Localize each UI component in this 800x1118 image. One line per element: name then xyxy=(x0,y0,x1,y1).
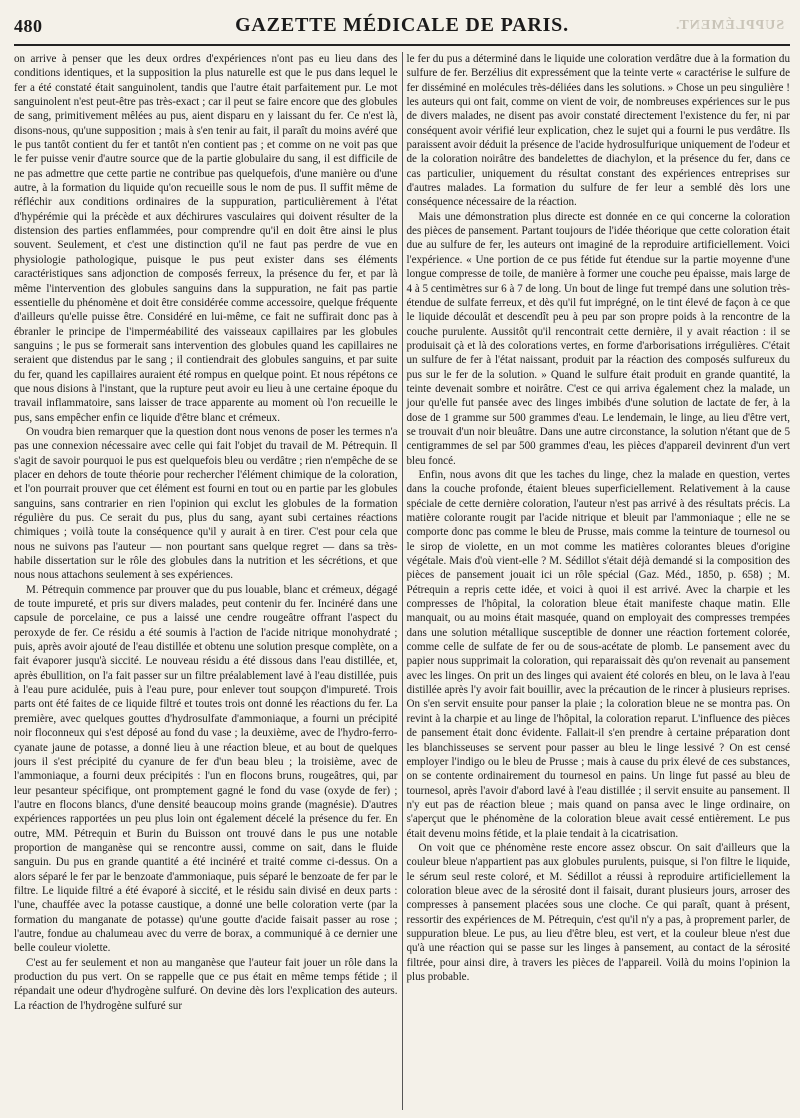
header-rule xyxy=(14,44,790,46)
left-paragraph: on arrive à penser que les deux ordres d'expériences n'ont pas eu lieu dans des conditions identiques, et la supposition la plus naturelle est que le pus dans lequel le fer a été constaté était sanguinolent, tandis que l'autre était parfaitement pur. Le mot sanguinolent n'est peut-être pas très-exact ; car il peut se faire encore que des globules de sang, primitivement mêlées au pus, aient disparu en y laissant du fer. Ce n'est là, disons-nous, qu'une supposition ; mais à s'en tenir au fait, il paraît du moins avéré que le pus tantôt contient du fer et tantôt n'en contient pas ; et comme on ne voit pas que le fer puisse venir d'autre source que de la partie globulaire du sang, il est difficile de ne pas admettre que cette partie ne contribue pas quelquefois, d'une manière ou d'une autre, à la formation du liquide qu'on recueille sous le nom de pus. Il suffit même de réfléchir aux conditions ordinaires de la suppuration, particulièrement à l'état d'hypérémie qui la précède et aux déchirures vasculaires qui doivent résulter de la distension des parties enflammées, pour comprendre qu'il en doit être ainsi le plus souvent. Seulement, et c'est une distinction qu'il ne faut pas perdre de vue en physiologie pathologique, puisque le pus peut exister dans ses éléments caractéristiques sans adjonction de composés ferreux, la présence du fer, et par là même l'intervention des globules sanguins dans la suppuration, ne fait pas partie essentielle du phénomène et doit être considérée comme accessoire, quelque fréquente d'ailleurs qu'elle puisse être. Considéré en lui-même, ce fait ne suffirait donc pas à ébranler le principe de l'imperméabilité des vaisseaux capillaires par les globules sanguins ; le pus se formerait sans intervention des globules quand les capillaires ne seraient que distendus par le sang ; il contiendrait des globules sanguins, et par suite du fer, quand les capillaires auraient été rompus en quelque point. Et nous répétons ce que nous disions à l'instant, que la rupture peut avoir eu lieu à une certaine époque du travail inflammatoire, sans laisser de trace apparente au moment où l'on recueille le pus, sans empêcher enfin ce liquide d'être blanc et crémeux. xyxy=(14,53,398,424)
right-paragraph: Mais une démonstration plus directe est donnée en ce qui concerne la coloration des pièces de pansement. Partant toujours de l'idée théorique que cette coloration était due au sulfure de fer, les auteurs ont imaginé de la reproduire artificiellement. Voici l'expérience. « Une portion de ce pus fétide fut étendue sur la partie moyenne d'une longue compresse de toile, de manière à former une couche peu épaisse, mais large de 4 à 5 centimètres sur 6 à 7 de long. Un bout de linge fut trempé dans une solution très-étendue de sulfate ferreux, et dès qu'il fut imprégné, on le tint élevé de façon à ce que le liquide découlât et descendît peu à peu par son propre poids à la rencontre de la couche purulente. Aussitôt qu'il rencontrait cette dernière, il y avait réaction : il se produisait çà et là des colorations vertes, en forme d'arborisations irrégulières. C'était un sulfure de fer à l'état naissant, produit par la réaction des composés sulfureux du pus sur le fer de la solution. » Quand le sulfure était produit en grande quantité, la teinte devenait sombre et noirâtre. C'est ce qui arriva également chez la malade, un jour qu'elle fut pansée avec des linges imbibés d'une solution de lactate de fer, à la dose de 1 gramme sur 500 grammes d'eau. Le lendemain, le linge, au lieu d'être vert, se trouvait d'un noir bleuâtre. Dans une autre circonstance, la solution n'étant que de 5 centigrammes de sel par 500 grammes d'eau, les pièces d'appareil devinrent d'un vert bleu foncé. xyxy=(406,210,790,467)
bleed-through-text: SUPPLÉMENT. xyxy=(674,18,784,33)
page-number: 480 xyxy=(14,16,43,36)
right-column xyxy=(404,52,791,1110)
left-paragraph: C'est au fer seulement et non au manganèse que l'auteur fait jouer un rôle dans la production du pus vert. On se rappelle que ce pus était en même temps fétide ; il répandait une odeur d'hydrogène sulfuré. On devine dès lors l'explication des auteurs. La réaction de l'hydrogène sulfuré sur xyxy=(14,956,398,1012)
left-paragraph: On voudra bien remarquer que la question dont nous venons de poser les termes n'a pas une connexion nécessaire avec celle qui fait l'objet du travail de M. Pétrequin. Il s'agit de savoir pourquoi le pus est quelquefois bleu ou verdâtre ; rien n'empêche de se placer en dehors de toute théorie pour rechercher l'élément chimique de la coloration, et l'on pourrait prouver que cet élément est fourni en tout ou en partie par les globules sanguins, sans contrarier en rien l'opinion qui exclut les globules de la formation régulière du pus. Ce serait du pus, plus du sang, ayant subi certaines réactions chimiques ; voilà toute la conséquence qu'il y aurait à en tirer. C'est pour cela que nous ne suivons pas l'auteur — non pourtant sans quelque regret — dans sa très-habile dissertation sur le rôle des globules dans la nutrition et les sécrétions, et que nous nous attachons seulement à ses expériences. xyxy=(14,425,398,582)
journal-title: GAZETTE MÉDICALE DE PARIS. xyxy=(235,14,569,36)
left-column xyxy=(14,52,401,1110)
right-paragraph: On voit que ce phénomène reste encore assez obscur. On sait d'ailleurs que la couleur bleue n'appartient pas aux globules purulents, puisque, si l'on filtre le liquide, le sérum seul reste coloré, et M. Sédillot a réussi à reproduire artificiellement la coloration bleue avec de la sérosité dont il faisait, durant plusieurs jours, arroser des compresses à pansement placées sous une cloche. Ce qui paraît, quant à présent, ressortir des expériences de M. Pétrequin, c'est qu'il n'y a pas, à proprement parler, de suppuration bleue. Le pus, au lieu d'être bleu, est vert, et la couleur bleue n'est due qu'à une réaction qui se passe sur les linges à pansement, au contact de la sérosité filtrée, pour ainsi dire, à travers les pièces de l'appareil. Voilà du moins l'opinion la plus probable. xyxy=(406,841,790,983)
page-header xyxy=(14,0,790,52)
right-paragraph: le fer du pus a déterminé dans le liquide une coloration verdâtre due à la formation du sulfure de fer. Berzélius dit expressément que la teinte verte « caractérise le sulfure de fer disséminé en molécules très-déliées dans les solutions. » Chose un peu singulière ! les auteurs qui ont fait, comme on vient de voir, de nombreuses expériences sur le pus de divers malades, ne disent pas avoir constaté directement l'existence du fer, ni par conséquent avoir vérifié leur explication, chez le sujet qui a fourni le pus verdâtre. Ils paraissent avoir déduit la présence de l'acide hydrosulfurique uniquement de l'odeur et de la coloration noirâtre des bandelettes de diachylon, et la présence du fer, dans ce cas particulier, uniquement du résultat constant des expériences entreprises sur d'autres malades. La formation du sulfure de fer leur a semblé dès lors une conséquence nécessaire de la réaction. xyxy=(406,53,790,209)
right-paragraph: Enfin, nous avons dit que les taches du linge, chez la malade en question, vertes dans la couche profonde, étaient bleues superficiellement. Relativement à la cause spéciale de cette dernière coloration, l'auteur n'est pas arrivé à des résultats précis. La matière colorante rougit par l'acide nitrique et bleuit par l'ammoniaque ; elle ne se comporte donc pas comme le bleu de Prusse, mais comme la teinture de tournesol ou le sirop de violette, en un mot comme les matières colorantes bleues d'origine végétale. Mais d'où vient-elle ? M. Sédillot s'était déjà demandé si la composition des pièces de pansement jouait ici un rôle spécial (Gaz. Méd., 1850, p. 658) ; M. Pétrequin a repris cette idée, et voici à quoi il est arrivé. Avec la charpie et les compresses de l'hôpital, la coloration bleue était manifeste chaque matin. Elle manquait, ou au moins était masquée, quand on employait des compresses trempées dans une solution métallique susceptible de donner une réaction fortement colorée, comme celle de sulfate de fer ou de sous-acétate de plomb. Le pansement avec du papier nous supprimait la coloration, qui reparaissait dès qu'on revenait au pansement avec les linges. On prit un des linges qui avaient été colorés en bleu, on le lava à l'eau distillée après l'y avoir fait bouillir, avec la précaution de le rincer à plusieurs reprises. On s'en servit ensuite pour panser la plaie ; la coloration bleue ne se montra pas. On revint à la charpie et au linge de l'hôpital, la coloration reparut. L'influence des pièces de pansement était donc évidente. Fallait-il s'en prendre à certaine préparation dont les blanchisseuses se servent pour passer au bleu le linge lessivé ? On est censé employer l'indigo ou le bleu de Prusse ; mais à cause du prix élevé de ces substances, on se contente ordinairement du tournesol en pains. Un linge fut passé au bleu de tournesol, après l'avoir d'abord lavé à l'eau distillée ; il servit ensuite au pansement. Il n'y eut pas de réaction bleue ; mais quand on pansa avec le linge ordinaire, on s'aperçut que le phénomène de la coloration bleue avait cessé entièrement. Le pus était devenu moins fétide, et la plaie tendait à la cicatrisation. xyxy=(406,468,790,840)
article-columns xyxy=(14,52,790,1110)
newspaper-page xyxy=(14,0,790,1118)
column-divider xyxy=(402,52,403,1110)
left-paragraph: M. Pétrequin commence par prouver que du pus louable, blanc et crémeux, dégagé de toute impureté, et pris sur divers malades, peut contenir du fer. Incinéré dans une capsule de porcelaine, ce pus a laissé une cendre rougeâtre offrant l'aspect du peroxyde de fer. Ce résidu a été soumis à l'action de l'acide nitrique monohydraté ; puis, après avoir ajouté de l'eau distillée et obtenu une solution presque complète, on a fait évaporer jusqu'à siccité. Le nouveau résidu a été dissous dans l'eau distillée, et, après ébullition, on l'a fait passer sur un filtre préalablement lavé à l'eau distillée, puis à l'eau pure acidulée, puis à l'eau pure, pour enlever tout soupçon d'impureté. Trois parts ont été faites de ce liquide filtré et toutes trois ont donné les réactions du fer. La première, avec quelques gouttes d'hydrosulfate d'ammoniaque, a fourni un précipité noir floconneux qui s'est déposé au fond du vase ; la deuxième, avec de l'hydro-ferro-cyanate jaune de potasse, a donné lieu à une réaction bleue, et au bout de quelques jours il s'est précipité du cyanure de fer d'un beau bleu ; la troisième, avec de l'ammoniaque, a fourni deux précipités : l'un en flocons bruns, rougeâtres, qui, par leur pesanteur spécifique, ont promptement gagné le fond du vase (oxyde de fer) ; l'autre en flocons blancs, d'une densité beaucoup moins grande (magnésie). D'autres expériences rapportées un peu plus loin ont également décelé la présence du fer. En outre, MM. Pétrequin et Burin du Buisson ont trouvé dans le pus une notable proportion de manganèse qui se rencontre aussi, comme on sait, dans le fluide sanguin. Du pus en grande quantité a été incinéré et traité comme ci-dessus. On a alors séparé le fer par le benzoate d'ammoniaque, puis séparé le benzoate de fer par le filtre. Le liquide filtré a été évaporé à siccité, et le résidu sain divisé en deux parts : l'une, chauffée avec la potasse caustique, a donné une belle coloration verte (par la formation du manganate de potasse) qu'une goutte d'acide faisait passer au rose ; l'autre, fondue au chalumeau avec du verre de borax, a communiqué à ce dernier une belle couleur violette. xyxy=(14,583,398,955)
